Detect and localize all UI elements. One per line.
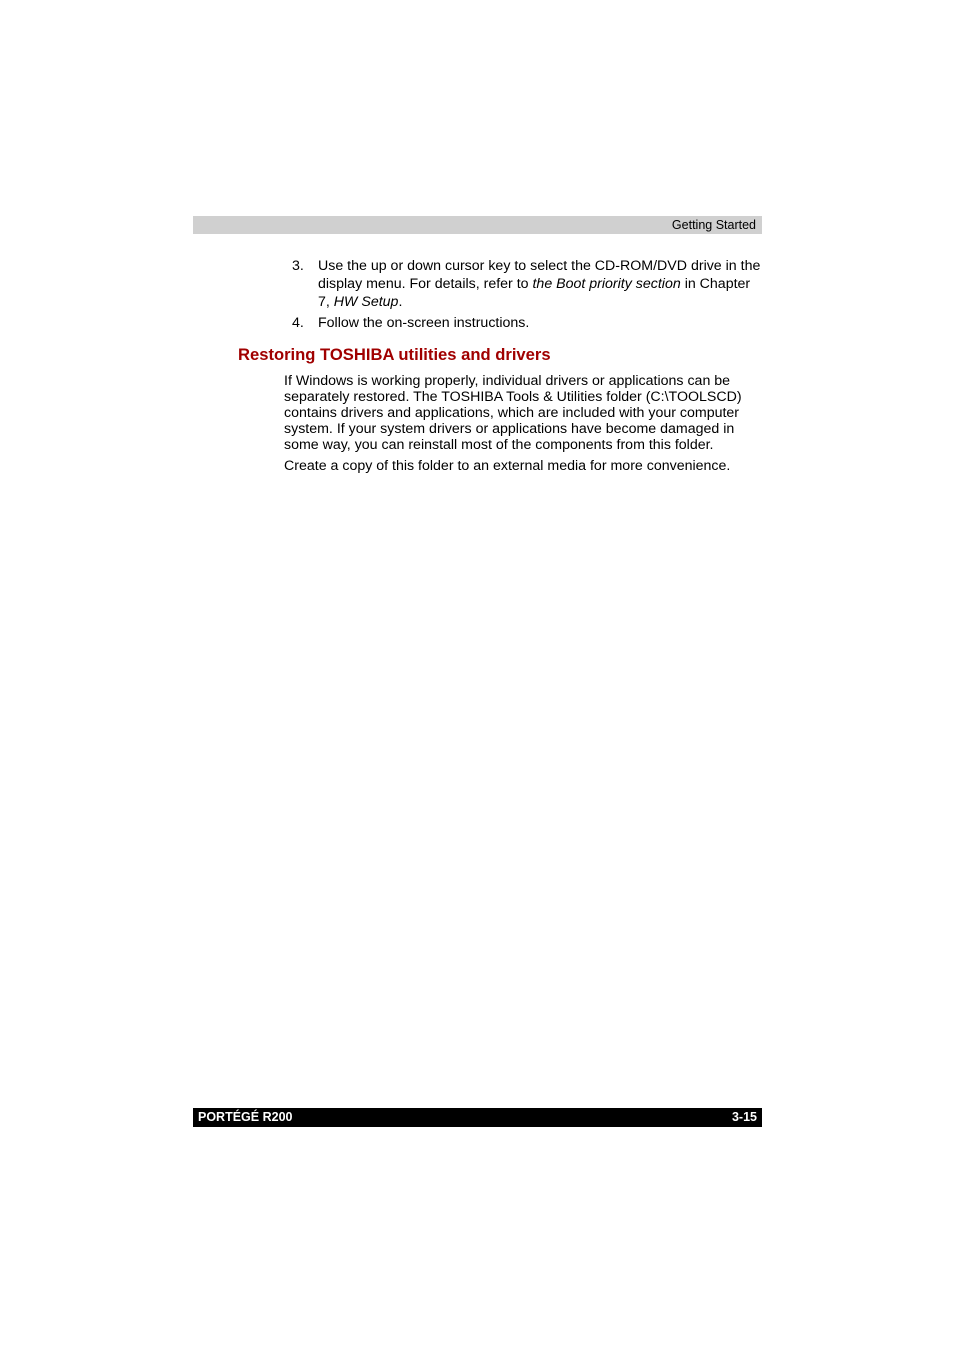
- running-header: [193, 216, 762, 234]
- step-4: [292, 314, 762, 332]
- product-name: PORTÉGÉ R200: [198, 1110, 293, 1124]
- step-text-part: .: [398, 294, 403, 310]
- section-heading: Restoring TOSHIBA utilities and drivers: [238, 345, 551, 364]
- step-text: [318, 258, 760, 310]
- page-number: 3-15: [731, 1110, 757, 1124]
- boot-priority-reference: the Boot priority section: [532, 276, 681, 292]
- body-paragraph: If Windows is working properly, individual drivers or applications can be separately restored. The TOSHIBA Tools & Utilities folder (C:\TOOLSCD) contains drivers and applications, which are included with your computer system. If your system drivers or applications have become damaged in some way, you can reinstall most of the components from this folder.: [284, 373, 742, 453]
- step-text-part: Use the up or down cursor key to select the CD-ROM/DVD drive in the display menu. For details, refer to: [318, 258, 761, 292]
- step-3: [292, 257, 762, 311]
- procedure-steps: [292, 257, 762, 332]
- hw-setup-reference: HW Setup: [333, 294, 399, 310]
- step-number: 4.: [292, 315, 304, 331]
- section-body: [284, 373, 762, 474]
- step-text: Follow the on-screen instructions.: [318, 315, 530, 331]
- step-text-part: in Chapter 7,: [318, 276, 751, 310]
- body-paragraph: Create a copy of this folder to an external media for more convenience.: [284, 458, 731, 474]
- chapter-title: Getting Started: [671, 218, 756, 232]
- running-footer: [193, 1108, 762, 1127]
- step-number: 3.: [292, 258, 304, 274]
